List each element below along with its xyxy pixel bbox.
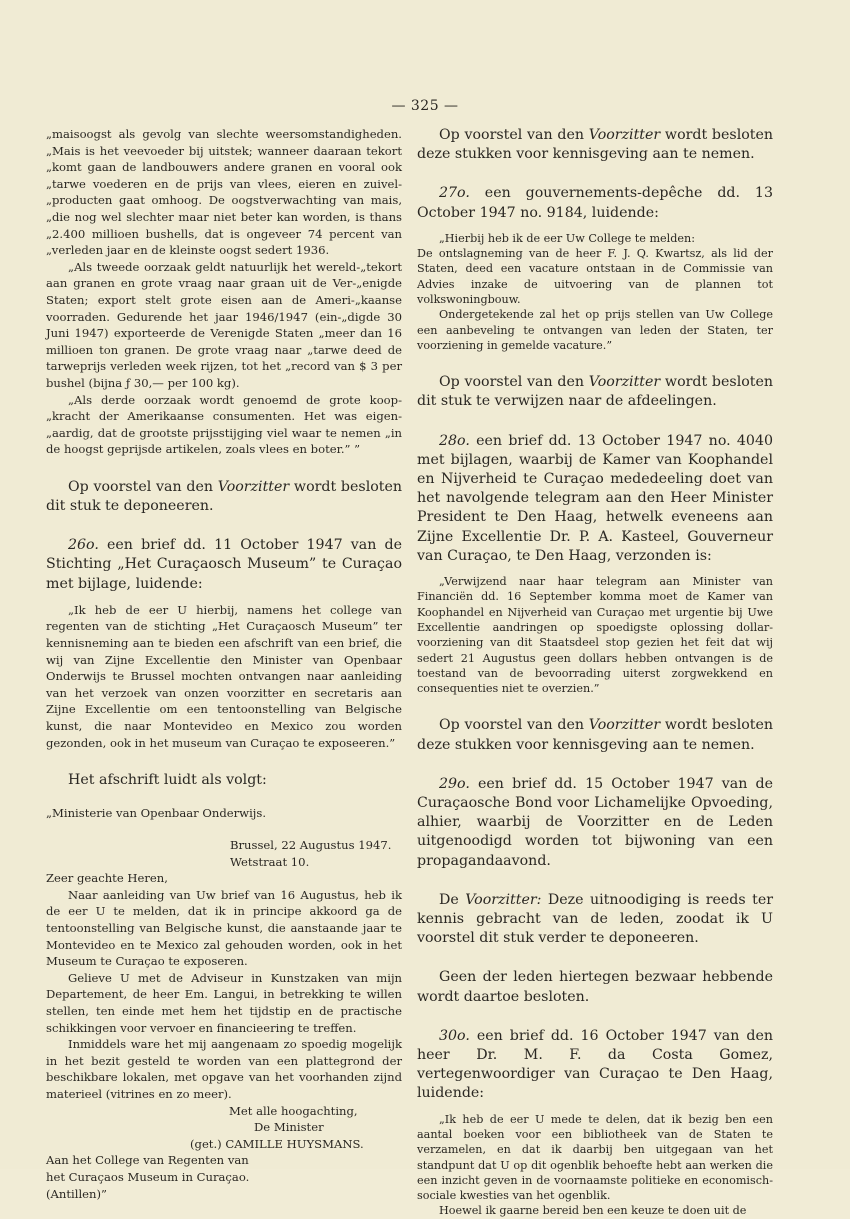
address-line: Aan het College van Regenten van: [46, 1153, 249, 1168]
agenda-item-27: 27o. een gouvernements-depêche dd. 13 October 1947 no. 9184, luidende:: [417, 185, 773, 221]
agenda-item-26: 26o. een brief dd. 11 October 1947 van de Stichting „Het Curaçaosch Museum” te Curaçao met bijlage, luidende:: [46, 537, 402, 592]
letter-paragraph: Gelieve U met de Adviseur in Kunstzaken van mijn Departement, de heer Em. Langui, in betrekking te willen stellen, ten einde met hem het tijdstip en de practische schikkingen voor vervoer en financieering te treffen.: [46, 970, 402, 1035]
agenda-item-28: 28o. een brief dd. 13 October 1947 no. 4040 met bijlagen, waarbij de Kamer van Koophandel en Nijverheid te Curaçao mededeeling doet van het navolgende telegram aan den Heer Minister President te Den Haag, hetwelk eveneens aan Zijne Excellentie Dr. P. A. Kasteel, Gouverneur van Curaçao, te Den Haag, verzonden is:: [417, 432, 773, 564]
decision-paragraph: Op voorstel van den Voorzitter wordt besloten dit stuk te verwijzen naar de afdeelingen.: [417, 374, 774, 410]
item-quote: De ontslagneming van de heer F. J. Q. Kwartsz, als lid der Staten, deed een vacature ontstaan in de Commissie van Advies inzake de uitvoering van de plannen tot volkswoningbouw.: [417, 247, 773, 306]
decision-paragraph: Op voorstel van den Voorzitter wordt besloten dit stuk te deponeeren.: [46, 478, 403, 515]
letter-paragraph: Inmiddels ware het mij aangenaam zo spoedig mogelijk in het bezit gesteld te worden van een plattegrond der beschikbare lokalen, met opgave van het voorhanden zijnd materieel (vitrines en zo meer).: [46, 1037, 402, 1101]
decision-paragraph: Op voorstel van den Voorzitter wordt besloten deze stukken voor kennisgeving aan te nemen.: [417, 127, 774, 163]
chairman-statement: De Voorzitter: Deze uitnoodiging is reeds ter kennis gebracht van de leden, zoodat ik U voorstel dit stuk verder te deponeeren.: [417, 891, 774, 947]
quote-paragraph: „maisoogst als gevolg van slechte weersomstandigheden. „Mais is het veevoeder bij uitstek; wanneer daaraan tekort „komt gaan de landbouwers andere granen en vooral ook „tarwe voederen en de prijs van vlees, eieren en zuivel-„producten gaat omhoog. De oogstverwachting van mais, „die nog wel slechter maar niet beter kan worden, is thans „2.400 millioen bushells, dat is ongeveer 74 percent van „verleden jaar en de kleinste oogst sedert 1936.: [46, 127, 402, 258]
decision-paragraph: Op voorstel van den Voorzitter wordt besloten deze stukken voor kennisgeving aan te nemen.: [417, 717, 774, 753]
page-number: — 325 —: [391, 98, 459, 114]
item-quote: „Verwijzend naar haar telegram aan Minister van Financiën dd. 16 September komma moet de Kamer van Koophandel en Nijverheid van Curaçao met urgentie bij Uwe Excellentie aandringen op spoedigste oplossing dollar-voorziening van dit Staatsdeel stop gezien het feit dat wij sedert 21 Augustus geen dollars hebben ontvangen is de toestand van de bevoorrading uiterst zorgwekkend en consequenties niet te overzien.”: [417, 575, 773, 696]
item-quote: Hoewel ik gaarne bereid ben een keuze te doen uit de: [439, 1204, 747, 1218]
decision-paragraph: Geen der leden hiertegen bezwaar hebbende wordt daartoe besloten.: [417, 969, 773, 1005]
signature: (get.) CAMILLE HUYSMANS.: [190, 1136, 364, 1151]
item-quote: „Hierbij heb ik de eer Uw College te melden:: [439, 231, 696, 245]
copy-heading: Het afschrift luidt als volgt:: [68, 772, 267, 789]
item-quote: „Ik heb de eer U hierbij, namens het college van regenten van de stichting „Het Curaçaosch Museum” ter kennisneming aan te bieden een afschrift van een brief, die wij van Zijne Excellentie den Minister van Openbaar Onderwijs te Brussel mochten ontvangen naar aanleiding van het verzoek van onzen voorzitter en secretaris aan Zijne Excellentie om een tentoonstelling van Belgische kunst, die naar Montevideo en Mexico zou worden gezonden, ook in het museum van Curaçao te exposeeren.”: [46, 602, 402, 750]
item-quote: „Ik heb de eer U mede te delen, dat ik bezig ben een aantal boeken voor een bibliotheek van de Staten te verzamelen, en dat ik daarbij ben uitgegaan van het standpunt dat U op dit ogenblik behoefte hebt aan werken die een inzicht geven in de voornaamste politieke en economisch-sociale kwesties van het ogenblik.: [417, 1112, 773, 1203]
ministry-line: „Ministerie van Openbaar Onderwijs.: [46, 806, 267, 821]
address-line: (Antillen)”: [46, 1186, 107, 1201]
item-quote: Ondergetekende zal het op prijs stellen van Uw College een aanbeveling te ontvangen van leden der Staten, ter voorziening in gemelde vacature.”: [417, 308, 773, 352]
right-column: [417, 126, 773, 1219]
agenda-item-29: 29o. een brief dd. 15 October 1947 van de Curaçaosche Bond voor Lichamelijke Opvoeding, alhier, waarbij de Voorzitter en de Leden uitgenoodigd worden tot bijwoning van een propagandaavond.: [417, 775, 773, 869]
address-line: het Curaçaos Museum in Curaçao.: [46, 1169, 250, 1184]
letter-paragraph: Naar aanleiding van Uw brief van 16 Augustus, heb ik de eer U te melden, dat ik in principe akkoord ga de tentoonstelling van Belgische kunst, die aanstaande jaar te Montevideo en te Mexico zal gehouden worden, ook in het Museum te Curaçao te exposeren.: [46, 887, 402, 969]
salutation: Zeer geachte Heren,: [46, 871, 168, 886]
quote-paragraph: „Als tweede oorzaak geldt natuurlijk het wereld-„tekort aan granen en grote vraag naar graan uit de Ver-„enigde Staten; export stelt grote eisen aan de Ameri-„kaanse voorraden. Gedurende het jaar 1946/1947 (ein-„digde 30 Juni 1947) exporteerde de Verenigde Staten „meer dan 16 millioen ton granen. De grote vraag naar „tarwe deed de tarweprijs verleden week rijzen, tot het „record van $ 3 per bushel (bijna ƒ 30,— per 100 kg).: [46, 259, 402, 390]
place-date: Brussel, 22 Augustus 1947.: [230, 838, 392, 853]
quote-paragraph: „Als derde oorzaak wordt genoemd de grote koop-„kracht der Amerikaanse consumenten. Het was eigen-„aardig, dat de grootste prijsstijging viel waar te nemen „in de hoogst geprijsde artikelen, zoals vlees en boter.” ”: [46, 392, 402, 457]
left-column: [46, 126, 402, 1202]
agenda-item-30: 30o. een brief dd. 16 October 1947 van den heer Dr. M. F. da Costa Gomez, vertegenwoordiger van Curaçao te Den Haag, luidende:: [417, 1027, 773, 1102]
closing: Met alle hoogachting,: [229, 1103, 358, 1118]
signatory-title: De Minister: [254, 1120, 324, 1135]
street: Wetstraat 10.: [230, 854, 310, 869]
